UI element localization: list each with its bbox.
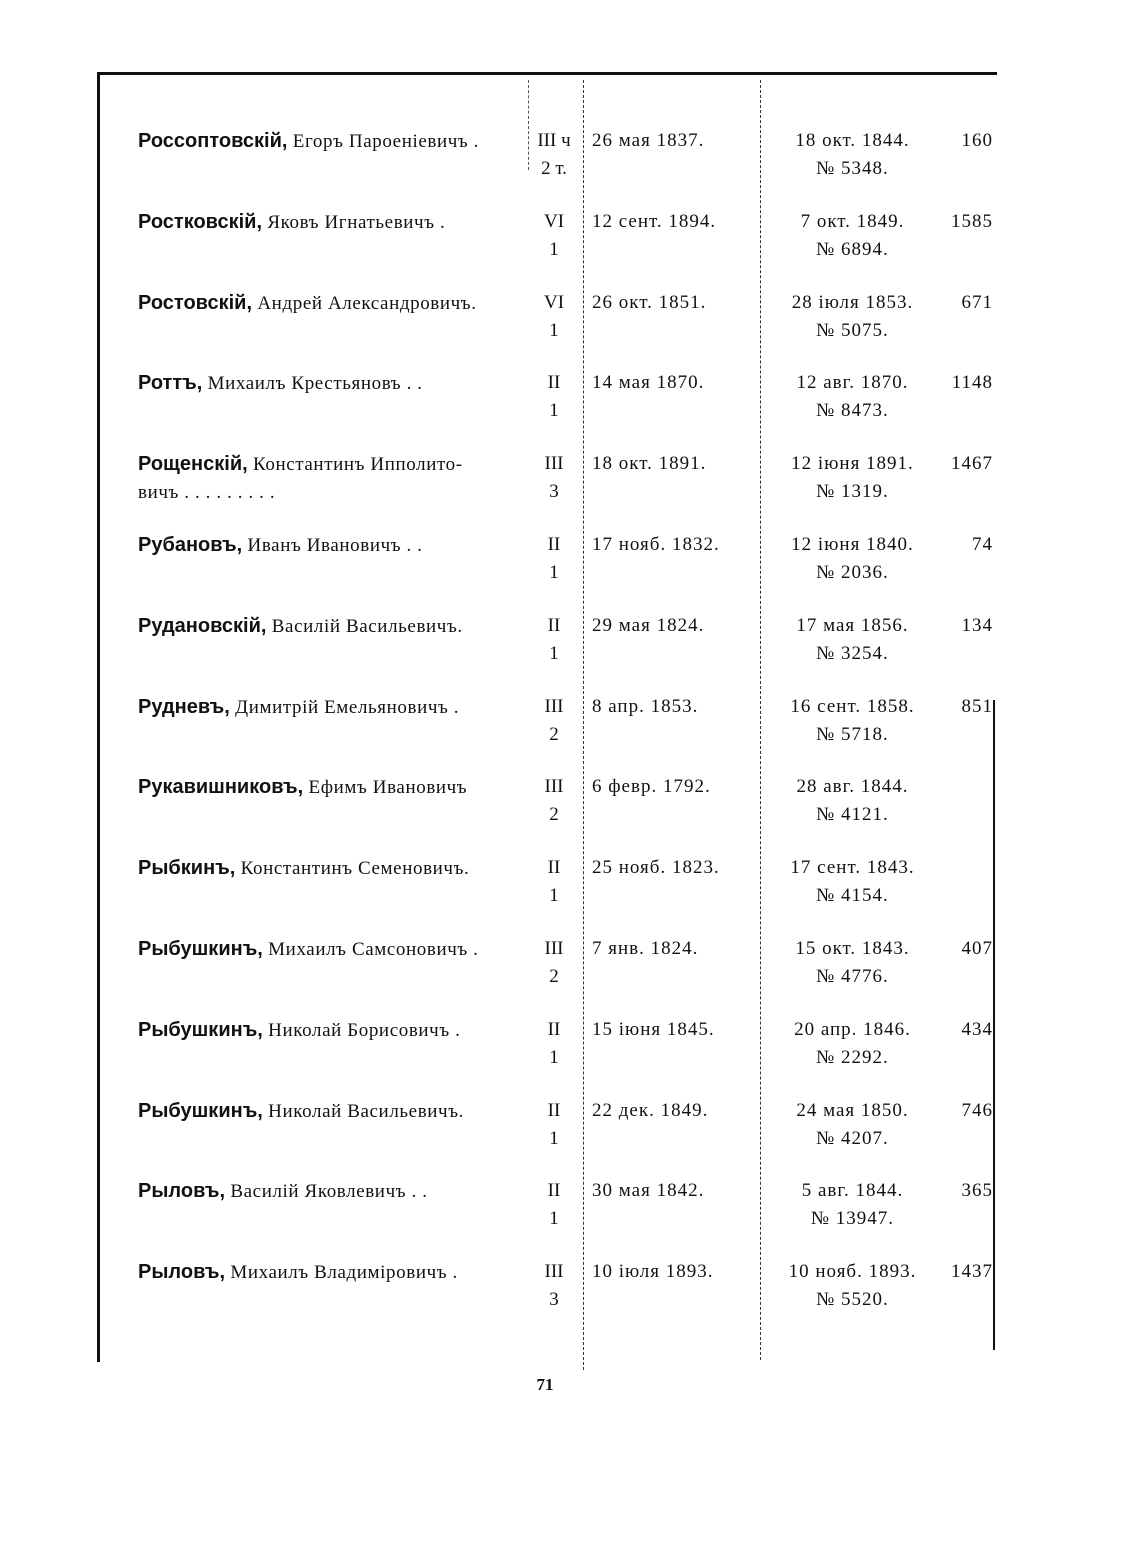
rank-cell (530, 369, 578, 425)
given-name: Константинъ Семеновичъ. (235, 858, 470, 880)
given-name: Василій Васильевичъ. (266, 615, 463, 637)
birth-date: 10 іюля 1893. (592, 1261, 714, 1283)
award-date: 16 сент. 1858. (790, 695, 915, 717)
rank-degree: 2 т. (541, 158, 567, 179)
reference-number: 74 (972, 534, 993, 555)
rank-class: II (547, 1099, 561, 1121)
person-name (138, 531, 518, 560)
reference-number: 1467 (951, 453, 993, 475)
person-name (138, 289, 518, 318)
award-number: № 5520. (816, 1289, 889, 1311)
birth-date: 15 іюня 1845. (592, 1018, 715, 1040)
rank-degree: 1 (549, 1208, 559, 1230)
reference-number: 434 (961, 1018, 993, 1040)
birth-date: 26 мая 1837. (592, 130, 705, 151)
award-date: 28 іюля 1853. (791, 291, 914, 313)
surname: Рукавишниковъ, (138, 776, 304, 799)
award-date-cell (770, 289, 935, 345)
reference-number: 1437 (951, 1261, 993, 1283)
rank-degree: 2 (549, 804, 559, 826)
rank-class: III (544, 938, 564, 959)
award-date-cell (770, 1177, 935, 1233)
person-name (138, 854, 518, 883)
given-name-continued: вичъ . . . . . . . . . (138, 482, 276, 504)
award-date: 7 окт. 1849. (800, 210, 905, 232)
list-item (0, 1016, 1140, 1086)
award-number: № 4207. (816, 1127, 889, 1149)
rank-degree: 2 (549, 723, 559, 745)
rank-cell (530, 531, 578, 587)
given-name: Николай Борисовичъ . (262, 1019, 461, 1041)
birth-date: 7 янв. 1824. (592, 938, 699, 959)
award-date: 17 сент. 1843. (790, 857, 915, 879)
award-date: 12 авг. 1870. (796, 372, 909, 394)
rank-cell (530, 450, 578, 506)
reference-number: 1148 (951, 372, 993, 394)
award-date-cell (770, 127, 935, 183)
rank-class: VI (543, 291, 565, 313)
birth-date: 18 окт. 1891. (592, 453, 707, 475)
surname: Рыбушкинъ, (138, 938, 263, 960)
given-name: Константинъ Ипполито- (247, 454, 463, 476)
rank-class: II (547, 372, 561, 394)
award-number: № 2292. (816, 1046, 889, 1068)
reference-number: 1585 (951, 210, 993, 232)
list-item (0, 208, 1140, 278)
reference-number: 746 (961, 1099, 993, 1121)
birth-date: 25 нояб. 1823. (592, 857, 720, 879)
award-date-cell (770, 1258, 935, 1314)
person-name (138, 773, 518, 802)
birth-date: 14 мая 1870. (592, 372, 705, 394)
given-name: Андрей Александровичъ. (252, 292, 477, 314)
birth-date: 12 сент. 1894. (592, 210, 717, 232)
surname: Рыбушкинъ, (138, 1018, 263, 1041)
award-date: 17 мая 1856. (796, 614, 909, 636)
rank-cell (530, 854, 578, 910)
rank-class: III (544, 776, 564, 798)
page-number: 71 (536, 1375, 554, 1394)
birth-date: 26 окт. 1851. (592, 291, 707, 313)
award-date: 15 окт. 1843. (795, 938, 910, 959)
given-name: Василій Яковлевичъ . . (225, 1181, 428, 1203)
given-name: Николай Васильевичъ. (262, 1100, 464, 1122)
award-number: № 13947. (810, 1208, 895, 1230)
award-date: 18 окт. 1844. (795, 130, 910, 151)
award-date-cell (770, 693, 935, 749)
rank-degree: 1 (549, 642, 559, 664)
award-number: № 4121. (816, 804, 889, 826)
list-item (0, 1258, 1140, 1328)
person-name (138, 612, 518, 641)
surname: Рудановскій, (138, 614, 267, 637)
award-date-cell (770, 369, 935, 425)
rank-class: II (547, 534, 561, 555)
award-date-cell (770, 208, 935, 264)
award-date-cell (770, 854, 935, 910)
award-number: № 6894. (816, 238, 889, 260)
rank-class: VI (543, 210, 565, 232)
list-item (0, 127, 1140, 197)
rank-cell (530, 773, 578, 829)
list-item (0, 1177, 1140, 1247)
award-number: № 5348. (816, 158, 889, 179)
person-name (138, 693, 518, 722)
rank-degree: 3 (549, 481, 559, 503)
reference-number: 407 (961, 938, 993, 959)
reference-number: 365 (961, 1180, 993, 1202)
rank-cell (530, 693, 578, 749)
award-date-cell (770, 450, 935, 506)
person-name (138, 935, 518, 964)
person-name (138, 1016, 518, 1045)
award-number: № 5075. (816, 319, 889, 341)
reference-number: 851 (961, 695, 993, 717)
surname: Ростковскій, (138, 210, 263, 233)
reference-number: 134 (961, 614, 993, 636)
list-item (0, 935, 1140, 1005)
rank-class: III (544, 1261, 564, 1283)
award-number: № 8473. (816, 400, 889, 422)
award-number: № 3254. (816, 642, 889, 664)
rank-degree: 2 (549, 966, 559, 987)
surname: Ростовскій, (138, 291, 253, 314)
list-item (0, 773, 1140, 843)
award-number: № 4154. (816, 885, 889, 907)
list-item (0, 854, 1140, 924)
rank-class: II (547, 1180, 561, 1202)
rank-cell (530, 208, 578, 264)
rank-cell (530, 935, 578, 991)
award-number: № 5718. (816, 723, 889, 745)
birth-date: 6 февр. 1792. (592, 776, 711, 798)
surname: Рудневъ, (138, 695, 230, 718)
list-item (0, 1097, 1140, 1167)
award-date-cell (770, 531, 935, 587)
person-name (138, 450, 518, 507)
surname: Рощенскій, (138, 453, 248, 476)
list-item (0, 612, 1140, 682)
award-date: 20 апр. 1846. (794, 1018, 911, 1040)
rank-degree: 1 (549, 1046, 559, 1068)
award-date: 24 мая 1850. (796, 1099, 909, 1121)
birth-date: 29 мая 1824. (592, 614, 705, 636)
reference-number: 160 (961, 130, 993, 151)
surname: Рыловъ, (138, 1261, 226, 1284)
award-date-cell (770, 1016, 935, 1072)
person-name (138, 1097, 518, 1126)
given-name: Егоръ Пароеніевичъ . (287, 131, 480, 152)
award-number: № 4776. (816, 966, 889, 987)
birth-date: 8 апр. 1853. (592, 695, 699, 717)
award-date: 12 іюня 1840. (791, 534, 914, 555)
rank-cell (530, 289, 578, 345)
rank-class: II (547, 1018, 561, 1040)
award-date-cell (770, 773, 935, 829)
birth-date: 17 нояб. 1832. (592, 534, 720, 555)
rank-cell (530, 127, 578, 183)
person-name (138, 369, 518, 398)
surname: Рубановъ, (138, 534, 243, 556)
award-date-cell (770, 935, 935, 991)
rank-class: II (547, 614, 561, 636)
rank-degree: 1 (549, 400, 559, 422)
rank-degree: 1 (549, 319, 559, 341)
award-date: 10 нояб. 1893. (788, 1261, 917, 1283)
rank-degree: 1 (549, 885, 559, 907)
given-name: Иванъ Ивановичъ . . (242, 535, 423, 556)
rank-degree: 1 (549, 238, 559, 260)
birth-date: 30 мая 1842. (592, 1180, 705, 1202)
birth-date: 22 дек. 1849. (592, 1099, 709, 1121)
award-date-cell (770, 612, 935, 668)
reference-number: 671 (961, 291, 993, 313)
rank-cell (530, 1097, 578, 1153)
person-name (138, 1177, 518, 1206)
top-rule (97, 72, 997, 75)
person-name (138, 208, 518, 237)
list-item (0, 693, 1140, 763)
award-number: № 2036. (816, 562, 889, 583)
given-name: Михаилъ Самсоновичъ . (262, 939, 479, 960)
rank-class: III (544, 453, 564, 475)
list-item (0, 369, 1140, 439)
person-name (138, 127, 518, 156)
given-name: Михаилъ Владиміровичъ . (225, 1262, 458, 1284)
award-date-cell (770, 1097, 935, 1153)
surname: Рыловъ, (138, 1180, 226, 1203)
surname: Россоптовскій, (138, 130, 288, 152)
list-item (0, 531, 1140, 601)
surname: Рыбкинъ, (138, 857, 236, 880)
rank-class: III (544, 695, 564, 717)
rank-cell (530, 612, 578, 668)
given-name: Ефимъ Ивановичъ (303, 777, 468, 799)
award-number: № 1319. (816, 481, 889, 503)
rank-cell (530, 1177, 578, 1233)
list-item (0, 450, 1140, 520)
given-name: Михаилъ Крестьяновъ . . (202, 373, 423, 395)
award-date: 5 авг. 1844. (801, 1180, 904, 1202)
rank-class: III ч (537, 130, 571, 151)
surname: Роттъ, (138, 372, 203, 395)
award-date: 28 авг. 1844. (796, 776, 909, 798)
rank-class: II (547, 857, 561, 879)
list-item (0, 289, 1140, 359)
person-name (138, 1258, 518, 1287)
rank-cell (530, 1016, 578, 1072)
award-date: 12 іюня 1891. (791, 453, 914, 475)
rank-degree: 3 (549, 1289, 559, 1311)
given-name: Димитрій Емельяновичъ . (229, 696, 460, 718)
rank-cell (530, 1258, 578, 1314)
rank-degree: 1 (549, 562, 559, 583)
rank-degree: 1 (549, 1127, 559, 1149)
given-name: Яковъ Игнатьевичъ . (262, 211, 446, 233)
surname: Рыбушкинъ, (138, 1099, 263, 1122)
